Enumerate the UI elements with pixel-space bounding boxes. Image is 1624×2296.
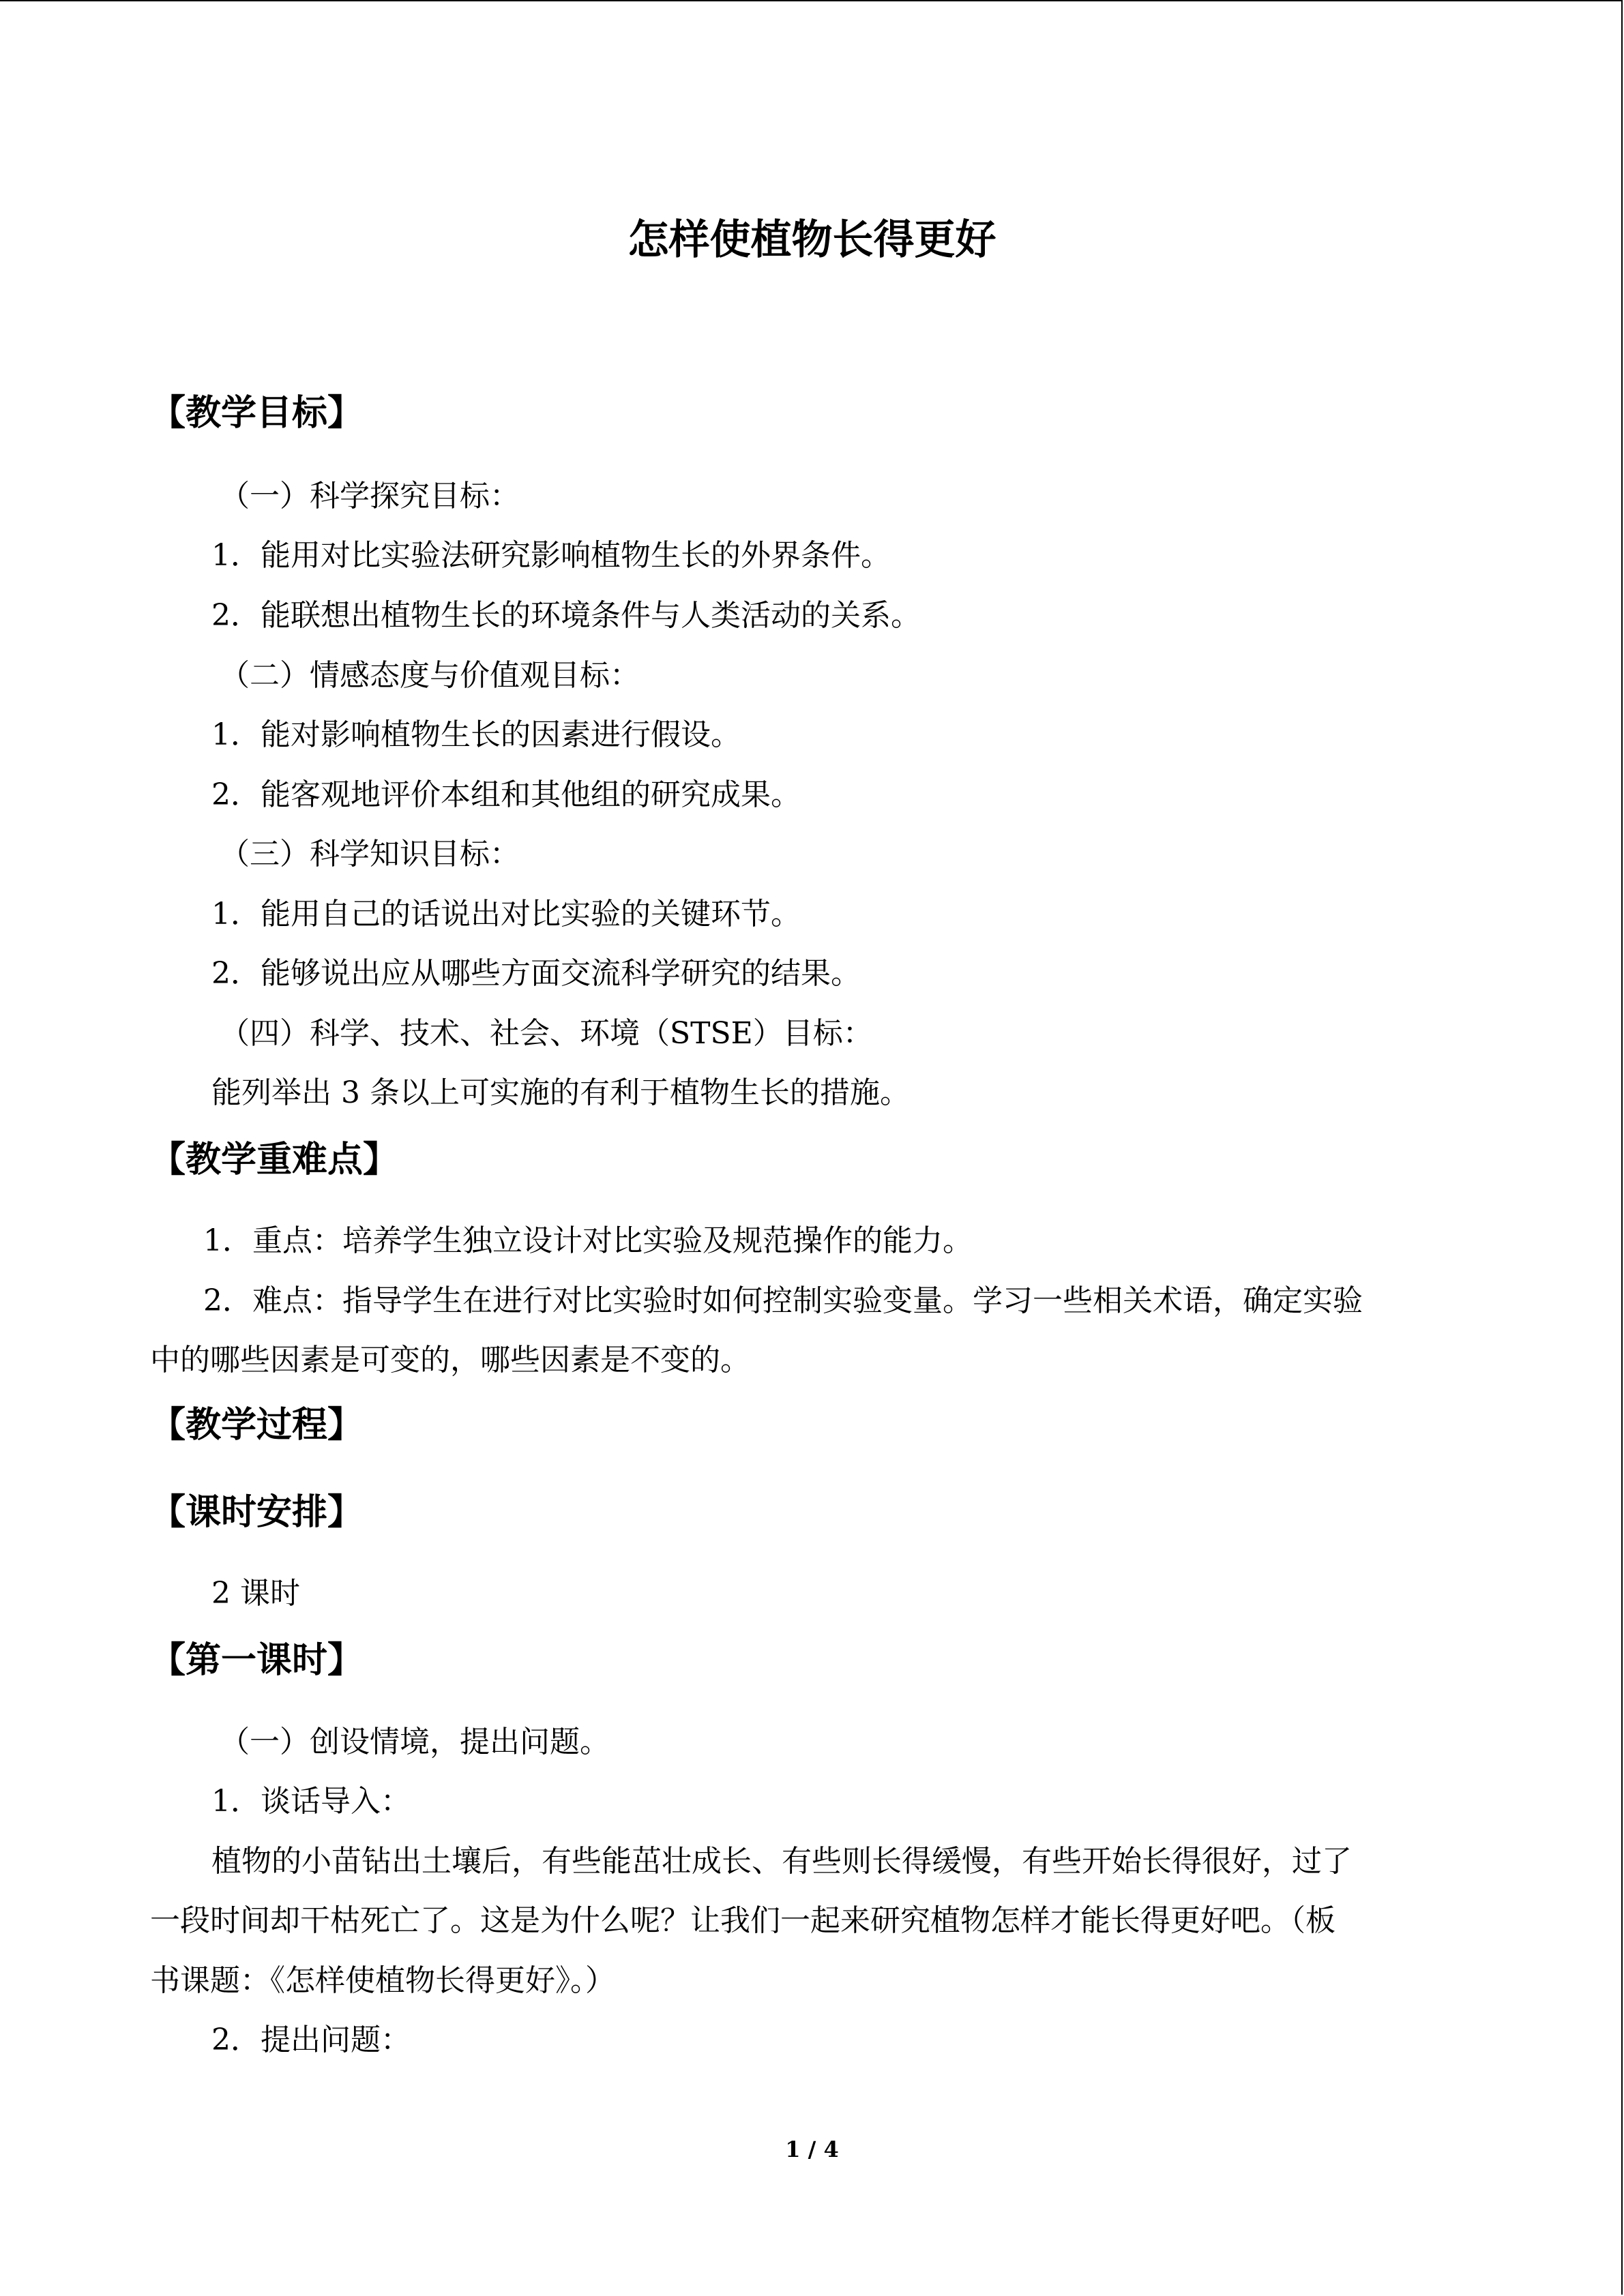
key-point-item: 1．重点：培养学生独立设计对比实验及规范操作的能力。 xyxy=(203,1223,973,1258)
lesson-step: （一）创设情境，提出问题。 xyxy=(220,1725,610,1759)
goal-subheading-attitude: （二）情感态度与价值观目标： xyxy=(220,658,640,693)
lesson-step-item: 1．谈话导入： xyxy=(211,1784,411,1819)
lesson-step-item: 2．提出问题： xyxy=(211,2023,411,2057)
lesson-paragraph-line: 植物的小苗钻出土壤后，有些能茁壮成长、有些则长得缓慢，有些开始长得很好，过了 xyxy=(211,1844,1352,1879)
key-point-item-continued: 中的哪些因素是可变的，哪些因素是不变的。 xyxy=(150,1343,750,1377)
goal-subheading-stse: （四）科学、技术、社会、环境（STSE）目标： xyxy=(220,1016,873,1051)
key-point-item: 2．难点：指导学生在进行对比实验时如何控制实验变量。学习一些相关术语，确定实验 xyxy=(203,1283,1363,1318)
goal-item: 2．能够说出应从哪些方面交流科学研究的结果。 xyxy=(211,956,861,991)
heading-teaching-goals: 【教学目标】 xyxy=(150,393,364,434)
document-title: 怎样使植物长得更好 xyxy=(628,216,996,264)
goal-item: 1．能用对比实验法研究影响植物生长的外界条件。 xyxy=(211,538,891,573)
page-number: 1 / 4 xyxy=(785,2136,839,2162)
goal-subheading-inquiry: （一）科学探究目标： xyxy=(220,479,520,513)
goal-item: 1．能用自己的话说出对比实验的关键环节。 xyxy=(211,897,801,931)
heading-schedule: 【课时安排】 xyxy=(150,1492,364,1533)
schedule-value: 2 课时 xyxy=(211,1576,300,1611)
goal-subheading-knowledge: （三）科学知识目标： xyxy=(220,837,520,871)
lesson-paragraph-line: 书课题：《怎样使植物长得更好》。） xyxy=(150,1963,615,1998)
goal-item: 能列举出 3 条以上可实施的有利于植物生长的措施。 xyxy=(211,1075,910,1110)
goal-item: 1．能对影响植物生长的因素进行假设。 xyxy=(211,717,741,752)
lesson-paragraph-line: 一段时间却干枯死亡了。这是为什么呢？让我们一起来研究植物怎样才能长得更好吧。（板 xyxy=(150,1903,1335,1938)
heading-key-points: 【教学重难点】 xyxy=(150,1139,399,1180)
heading-lesson-one: 【第一课时】 xyxy=(150,1640,364,1681)
goal-item: 2．能客观地评价本组和其他组的研究成果。 xyxy=(211,777,801,812)
heading-teaching-process: 【教学过程】 xyxy=(150,1405,364,1446)
goal-item: 2．能联想出植物生长的环境条件与人类活动的关系。 xyxy=(211,598,921,633)
